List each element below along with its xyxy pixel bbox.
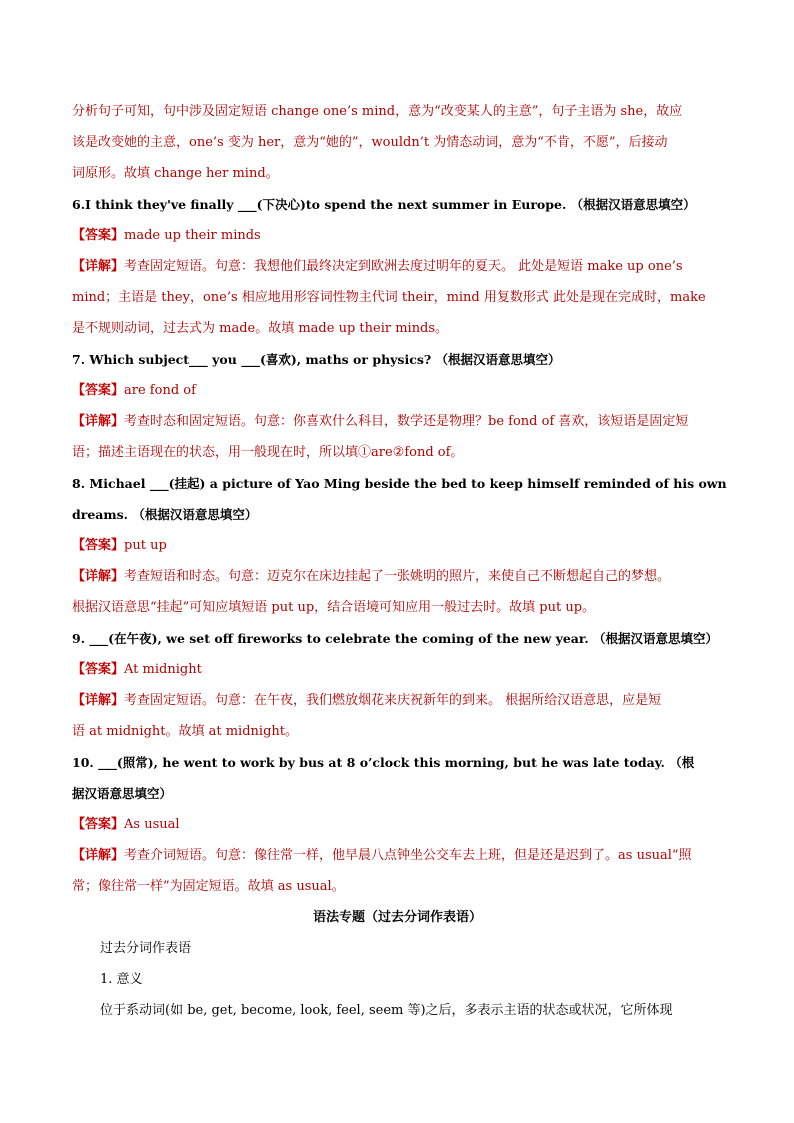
question-line: 10. ___(照常), he went to work by bus at 8 o’clock this morning, but he was late today. （根 [72, 755, 695, 770]
question-line: 8. Michael ___(挂起) a picture of Yao Ming beside the bed to keep himself reminded of his own [72, 476, 727, 491]
body-paragraph: 位于系动词(如 be, get, become, look, feel, seem 等)之后，多表示主语的状态或状况，它所体现 [100, 1003, 673, 1018]
question-line: dreams. （根据汉语意思填空） [72, 507, 258, 522]
explanation-line: 语；描述主语现在的状态，用一般现在时，所以填①are②fond of。 [72, 445, 464, 460]
answer-tag: 【详解】 [72, 693, 125, 708]
answer-tag: 【答案】 [72, 228, 125, 243]
explanation-line: mind；主语是 they，one’s 相应地用形容词性物主代词 their，mind 用复数形式 此处是现在完成时，make [72, 290, 706, 305]
question-line: 7. Which subject___ you ___(喜欢), maths or physics? （根据汉语意思填空） [72, 352, 561, 367]
answer-text: 考查短语和时态。句意：迈克尔在床边挂起了一张姚明的照片，来使自己不断想起自己的梦想。 [124, 569, 671, 584]
explanation-line: 是不规则动词，过去式为 made。故填 made up their minds。 [72, 321, 449, 336]
explanation-line: 根据汉语意思“挂起”可知应填短语 put up，结合语境可知应用一般过去时。故填 put up。 [72, 600, 596, 615]
answer-line [72, 654, 723, 685]
explanation-line: 该是改变她的主意，one’s 变为 her，意为“她的”，wouldn’t 为情态动词，意为“不肯，不愿”，后接动 [72, 135, 668, 150]
answer-text: put up [124, 538, 167, 553]
answer-text: As usual [124, 817, 180, 832]
answer-text: 考查固定短语。句意：在午夜，我们燃放烟花来庆祝新年的到来。 根据所给汉语意思，应是短 [124, 693, 662, 708]
answer-text: 考查时态和固定短语。句意：你喜欢什么科目，数学还是物理？be fond of 喜欢，该短语是固定短 [124, 414, 689, 429]
answer-text: At midnight [124, 662, 202, 677]
answer-line [72, 840, 723, 871]
question-line: 6.I think they've finally ___(下决心)to spend the next summer in Europe. （根据汉语意思填空） [72, 197, 696, 212]
explanation-line: 语 at midnight。故填 at midnight。 [72, 724, 298, 739]
explanation-line: 常；像往常一样”为固定短语。故填 as usual。 [72, 879, 345, 894]
answer-tag: 【答案】 [72, 662, 125, 677]
section-title: 语法专题（过去分词作表语） [312, 910, 482, 925]
answer-tag: 【答案】 [72, 817, 125, 832]
answer-line [72, 685, 723, 716]
answer-line [72, 375, 723, 406]
document-content [72, 96, 727, 1026]
answer-text: 考查固定短语。句意：我想他们最终决定到欧洲去度过明年的夏天。 此处是短语 make up one’s [124, 259, 683, 274]
answer-text: are fond of [124, 383, 196, 398]
answer-tag: 【详解】 [72, 848, 125, 863]
answer-line [72, 220, 723, 251]
answer-tag: 【答案】 [72, 383, 125, 398]
answer-tag: 【详解】 [72, 259, 125, 274]
explanation-line: 分析句子可知，句中涉及固定短语 change one’s mind，意为“改变某人的主意”，句子主语为 she，故应 [72, 104, 683, 119]
answer-line [72, 809, 723, 840]
answer-tag: 【答案】 [72, 538, 125, 553]
explanation-line: 词原形。故填 change her mind。 [72, 166, 279, 181]
question-line: 据汉语意思填空） [72, 786, 173, 801]
question-line: 9. ___(在午夜), we set off fireworks to celebrate the coming of the new year. （根据汉语意思填空） [72, 631, 719, 646]
answer-line [72, 251, 723, 282]
answer-line [72, 530, 723, 561]
answer-line [72, 406, 723, 437]
answer-text: 考查介词短语。句意：像往常一样，他早晨八点钟坐公交车去上班，但是还是迟到了。as usual“照 [124, 848, 692, 863]
answer-line [72, 561, 723, 592]
answer-tag: 【详解】 [72, 569, 125, 584]
answer-tag: 【详解】 [72, 414, 125, 429]
body-paragraph: 过去分词作表语 [100, 941, 192, 956]
answer-text: made up their minds [124, 228, 261, 243]
body-paragraph: 1. 意义 [100, 972, 143, 987]
